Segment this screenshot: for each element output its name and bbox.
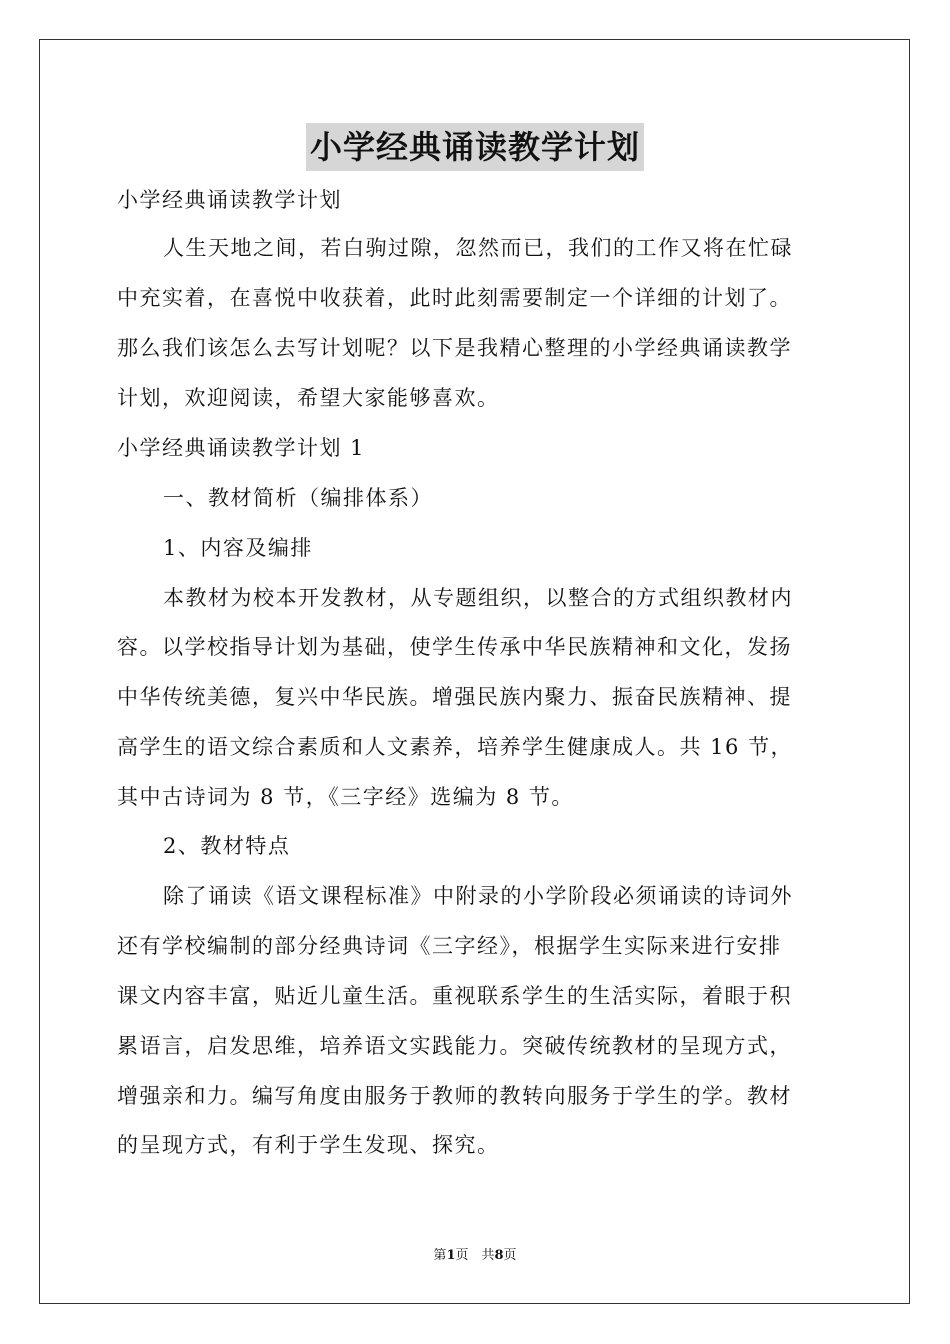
subsection-heading: 2、教材特点 [163, 834, 291, 858]
paragraph-line: 高学生的语文综合素质和人文素养，培养学生健康成人。共 16 节， [117, 735, 794, 759]
paragraph-line: 的呈现方式，有利于学生发现、探究。 [117, 1133, 500, 1157]
paragraph-line: 那么我们该怎么去写计划呢？以下是我精心整理的小学经典诵读教学 [117, 336, 792, 360]
footer-page-current: 1 [446, 1248, 456, 1263]
paragraph-line: 增强亲和力。编写角度由服务于教师的教转向服务于学生的学。教材 [117, 1084, 792, 1108]
paragraph-line: 本教材为校本开发教材，从专题组织，以整合的方式组织教材内 [163, 586, 793, 610]
footer-page-total: 8 [494, 1248, 504, 1263]
page-border [39, 39, 910, 1304]
paragraph-line: 累语言，启发思维，培养语文实践能力。突破传统教材的呈现方式， [117, 1034, 792, 1058]
footer-page-prefix: 第 [433, 1248, 447, 1263]
subsection-heading: 1、内容及编排 [163, 536, 313, 560]
paragraph-line: 其中古诗词为 8 节，《三字经》选编为 8 节。 [117, 785, 574, 809]
subsection-heading: 一、教材简析（编排体系） [163, 486, 433, 510]
section-heading: 小学经典诵读教学计划 1 [117, 436, 366, 460]
footer-page-suffix: 页 [503, 1248, 517, 1263]
paragraph-line: 中华传统美德，复兴中华民族。增强民族内聚力、振奋民族精神、提 [117, 685, 792, 709]
paragraph-line: 除了诵读《语文课程标准》中附录的小学阶段必须诵读的诗词外 [163, 884, 793, 908]
document-title: 小学经典诵读教学计划 [306, 123, 644, 171]
footer-page-mid: 页 共 [455, 1248, 495, 1263]
paragraph-line: 还有学校编制的部分经典诗词《三字经》，根据学生实际来进行安排 [117, 934, 782, 958]
page-footer [0, 1244, 950, 1263]
subtitle-line: 小学经典诵读教学计划 [117, 188, 342, 212]
paragraph-line: 计划，欢迎阅读，希望大家能够喜欢。 [117, 386, 500, 410]
title-container [0, 123, 950, 171]
paragraph-line: 人生天地之间，若白驹过隙，忽然而已，我们的工作又将在忙碌 [163, 236, 793, 260]
paragraph-line: 容。以学校指导计划为基础，使学生传承中华民族精神和文化，发扬 [117, 635, 792, 659]
paragraph-line: 中充实着，在喜悦中收获着，此时此刻需要制定一个详细的计划了。 [117, 286, 792, 310]
paragraph-line: 课文内容丰富，贴近儿童生活。重视联系学生的生活实际，着眼于积 [117, 984, 792, 1008]
